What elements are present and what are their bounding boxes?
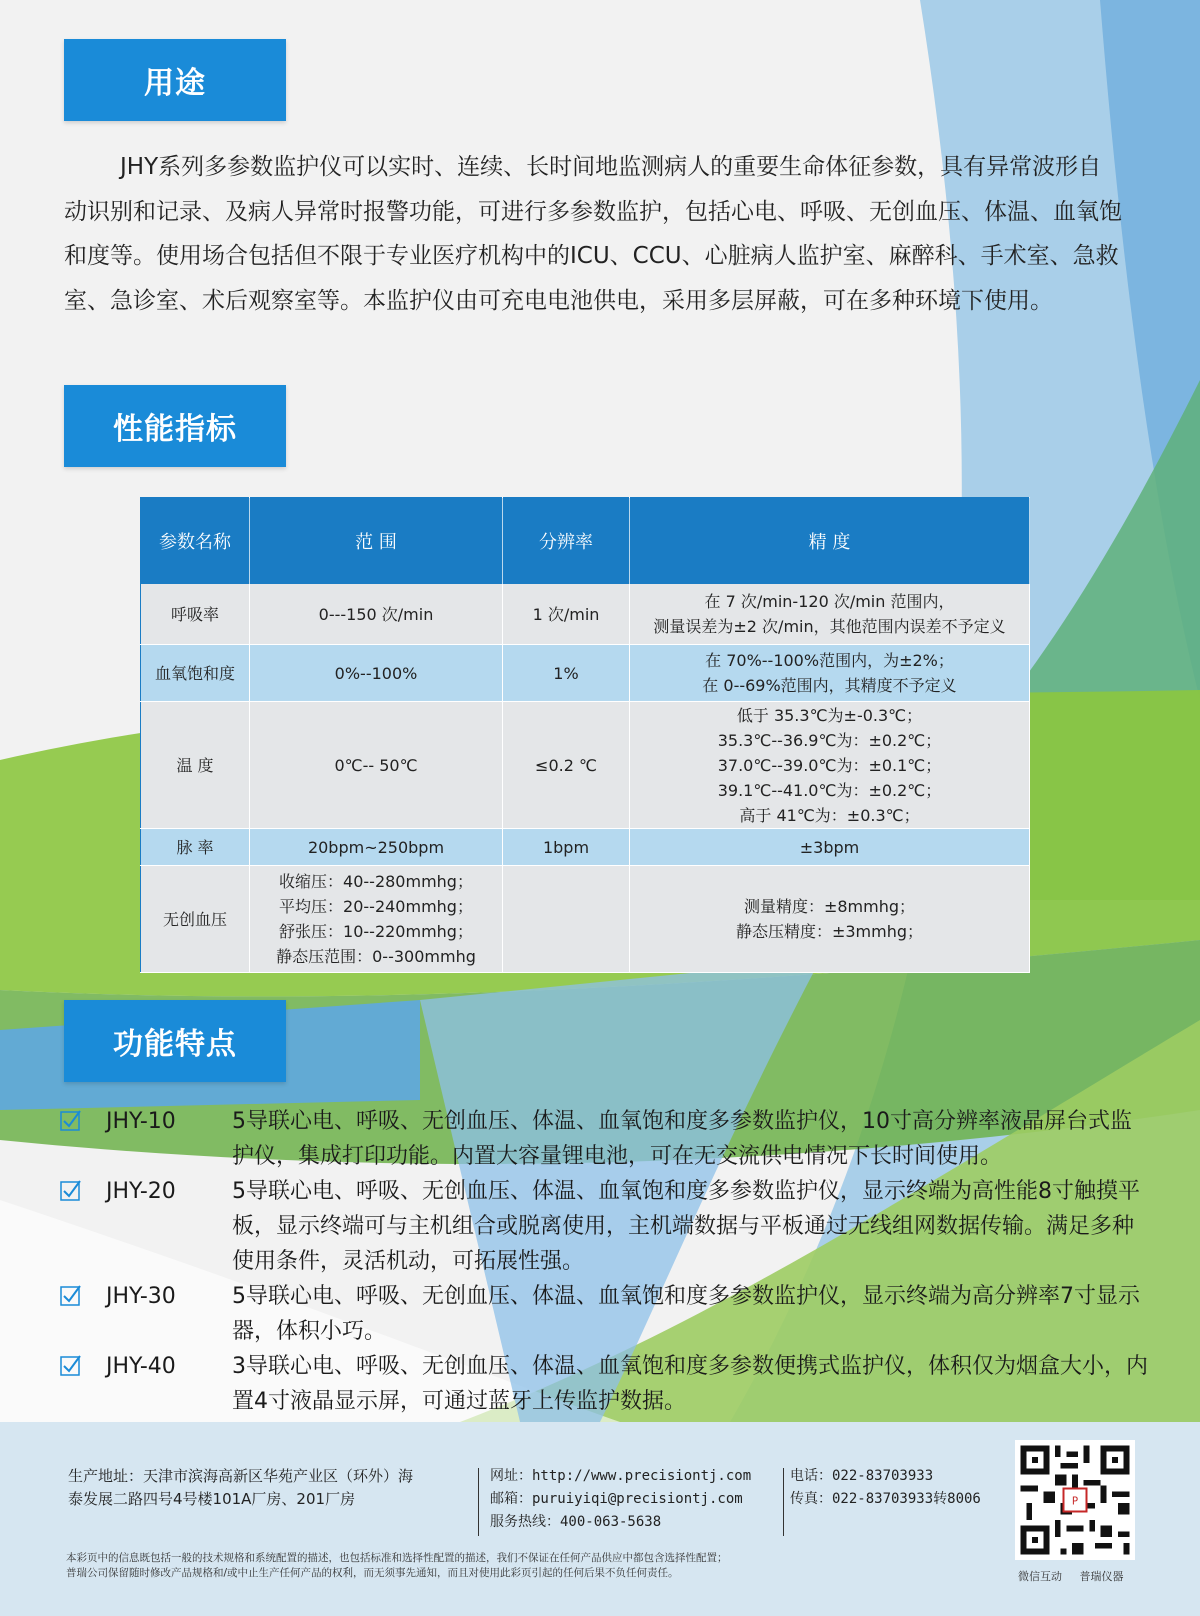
checkbox-icon <box>58 1279 84 1314</box>
cell-accuracy: ±3bpm <box>630 829 1030 866</box>
cell-range: 0℃-- 50℃ <box>250 702 503 829</box>
table-row <box>141 645 1030 702</box>
footer-divider <box>783 1468 784 1536</box>
table-row <box>141 584 1030 645</box>
cell-accuracy: 在 7 次/min-120 次/min 范围内， 测量误差为±2 次/min，其他范围内误差不予定义 <box>630 584 1030 645</box>
feature-desc: 5导联心电、呼吸、无创血压、体温、血氧饱和度多参数监护仪，显示终端为高性能8寸触摸平板，显示终端可与主机组合或脱离使用，主机端数据与平板通过无线组网数据传输。满足多种使用条件，灵活机动，可拓展性强。 <box>232 1179 1140 1274</box>
table-row <box>141 866 1030 973</box>
cell-resolution: ≤0.2 ℃ <box>503 702 630 829</box>
footer-contact-web <box>490 1465 790 1534</box>
feature-desc: 5导联心电、呼吸、无创血压、体温、血氧饱和度多参数监护仪，显示终端为高分辨率7寸显示器，体积小巧。 <box>232 1284 1140 1344</box>
footer-address: 生产地址：天津市滨海高新区华苑产业区（环外）海 泰发展二路四号4号楼101A厂房、201厂房 <box>68 1467 414 1508</box>
spec-table <box>140 497 1030 973</box>
checkbox-icon <box>58 1349 84 1384</box>
intro-paragraph: JHY系列多参数监护仪可以实时、连续、长时间地监测病人的重要生命体征参数，具有异常波形自动识别和记录、及病人异常时报警功能，可进行多参数监护，包括心电、呼吸、无创血压、体温、血氧饱和度等。使用场合包括但不限于专业医疗机构中的ICU、CCU、心脏病人监护室、麻醉科、手术室、急救室、急诊室、术后观察室等。本监护仪由可充电电池供电，采用多层屏蔽，可在多种环境下使用。 <box>64 154 1122 314</box>
section-header-features: 功能特点 <box>64 1000 286 1082</box>
phone: 电话：022-83703933 <box>790 1468 934 1484</box>
feature-desc: 5导联心电、呼吸、无创血压、体温、血氧饱和度多参数监护仪，10寸高分辨率液晶屏台式监护仪，集成打印功能。内置大容量锂电池，可在无交流供电情况下长时间使用。 <box>232 1109 1132 1169</box>
list-item <box>58 1279 1148 1349</box>
cell-range: 0---150 次/min <box>250 584 503 645</box>
section-header-performance: 性能指标 <box>64 385 286 467</box>
cell-resolution: 1bpm <box>503 829 630 866</box>
qr-caption: 微信互动 普瑞仪器 <box>1018 1570 1124 1583</box>
table-header-name: 参数名称 <box>141 498 250 585</box>
cell-range: 20bpm~250bpm <box>250 829 503 866</box>
checkbox-icon <box>58 1174 84 1209</box>
cell-accuracy: 低于 35.3℃为±-0.3℃； 35.3℃--36.9℃为：±0.2℃； 37.0℃--39.0℃为：±0.1℃； 39.1℃--41.0℃为：±0.2℃； 高于 41℃为：±0.3℃； <box>630 702 1030 829</box>
cell-resolution: 1 次/min <box>503 584 630 645</box>
hotline: 服务热线：400-063-5638 <box>490 1514 662 1530</box>
cell-name: 呼吸率 <box>141 584 250 645</box>
cell-name: 温 度 <box>141 702 250 829</box>
cell-accuracy: 测量精度：±8mmhg； 静态压精度：±3mmhg； <box>630 866 1030 973</box>
feature-model: JHY-10 <box>106 1109 176 1134</box>
cell-name: 脉 率 <box>141 829 250 866</box>
feature-model: JHY-20 <box>106 1179 176 1204</box>
qr-code-icon <box>1015 1440 1135 1560</box>
cell-accuracy: 在 70%--100%范围内，为±2%； 在 0--69%范围内，其精度不予定义 <box>630 645 1030 702</box>
fax: 传真：022-83703933转8006 <box>790 1491 981 1507</box>
email-link[interactable]: 邮箱：puruiyiqi@precisiontj.com <box>490 1491 743 1507</box>
list-item <box>58 1104 1148 1174</box>
table-header-row <box>141 498 1030 585</box>
cell-resolution: 1% <box>503 645 630 702</box>
cell-resolution <box>503 866 630 973</box>
footer-divider <box>478 1468 479 1536</box>
table-header-accuracy: 精 度 <box>630 498 1030 585</box>
table-header-resolution: 分辨率 <box>503 498 630 585</box>
svg-text:P: P <box>1071 1495 1079 1508</box>
footer-contact-phone <box>790 1465 1010 1511</box>
checkbox-icon <box>58 1104 84 1139</box>
cell-range: 收缩压：40--280mmhg； 平均压：20--240mmhg； 舒张压：10--220mmhg； 静态压范围：0--300mmhg <box>250 866 503 973</box>
website-link[interactable]: 网址：http://www.precisiontj.com <box>490 1468 752 1484</box>
feature-desc: 3导联心电、呼吸、无创血压、体温、血氧饱和度多参数便携式监护仪，体积仅为烟盒大小，内置4寸液晶显示屏，可通过蓝牙上传监护数据。 <box>232 1354 1149 1414</box>
list-item <box>58 1349 1148 1419</box>
feature-model: JHY-30 <box>106 1284 176 1309</box>
feature-model: JHY-40 <box>106 1354 176 1379</box>
table-row <box>141 702 1030 829</box>
list-item <box>58 1174 1148 1279</box>
disclaimer: 本彩页中的信息既包括一般的技术规格和系统配置的描述，也包括标准和选择性配置的描述，我们不保证在任何产品供应中都包含选择性配置； 普瑞公司保留随时修改产品规格和/或中止生产任何产品的权利，而无须事先通知，而且对使用此彩页引起的任何后果不负任何责任。 <box>66 1552 728 1579</box>
section-header-usage: 用途 <box>64 39 286 121</box>
table-header-range: 范 围 <box>250 498 503 585</box>
cell-name: 血氧饱和度 <box>141 645 250 702</box>
cell-range: 0%--100% <box>250 645 503 702</box>
cell-name: 无创血压 <box>141 866 250 973</box>
feature-list <box>58 1104 1148 1419</box>
table-row <box>141 829 1030 866</box>
